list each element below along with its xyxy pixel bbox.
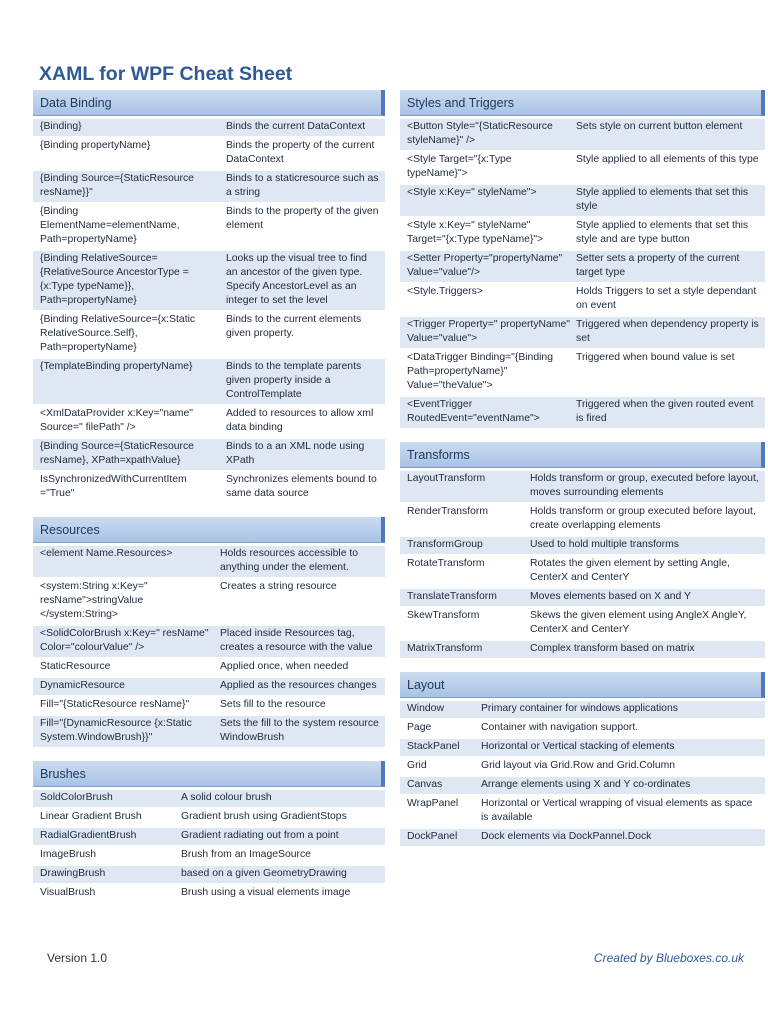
table-row xyxy=(33,885,385,904)
row-description: Holds Triggers to set a style dependant on event xyxy=(576,286,757,311)
table-row xyxy=(33,716,385,749)
table-row xyxy=(400,641,765,660)
table-row xyxy=(33,809,385,828)
credit-label: Created by Blueboxes.co.uk xyxy=(593,951,744,965)
row-term: IsSynchronizedWithCurrentItem ="True" xyxy=(40,474,187,499)
brushes-header: Brushes xyxy=(33,761,385,787)
table-row xyxy=(33,119,385,138)
row-term: SkewTransform xyxy=(407,610,480,621)
row-term: <XmlDataProvider x:Key="name" Source=" filePath" /> xyxy=(40,408,193,433)
row-term: StackPanel xyxy=(407,741,460,752)
table-row xyxy=(400,758,765,777)
table-row xyxy=(33,678,385,697)
table-row xyxy=(33,828,385,847)
row-term: RotateTransform xyxy=(407,558,485,569)
row-description: Container with navigation support. xyxy=(481,722,639,733)
table-row xyxy=(400,608,765,641)
table-row xyxy=(33,866,385,885)
row-description: Complex transform based on matrix xyxy=(530,643,695,654)
row-term: StaticResource xyxy=(40,661,111,672)
table-row xyxy=(33,204,385,251)
row-term: RadialGradientBrush xyxy=(40,830,137,841)
resources-section xyxy=(33,517,385,749)
table-row xyxy=(33,697,385,716)
row-description: Binds the property of the current DataContext xyxy=(226,140,375,165)
row-term: <Style x:Key=" styleName" Target="{x:Type typeName}"> xyxy=(407,220,544,245)
brushes-section xyxy=(33,761,385,904)
table-row xyxy=(400,251,765,284)
row-term: <element Name.Resources> xyxy=(40,548,173,559)
row-term: {Binding Source={StaticResource resName}, XPath=xpathValue} xyxy=(40,441,194,466)
row-description: based on a given GeometryDrawing xyxy=(181,868,347,879)
row-term: <SolidColorBrush x:Key=" resName" Color="colourValue" /> xyxy=(40,628,209,653)
row-description: Binds the current DataContext xyxy=(226,121,366,132)
row-description: Brush using a visual elements image xyxy=(181,887,351,898)
row-description: Grid layout via Grid.Row and Grid.Column xyxy=(481,760,676,771)
table-row xyxy=(33,579,385,626)
row-description: Placed inside Resources tag, creates a resource with the value xyxy=(220,628,373,653)
resources-table xyxy=(33,546,385,749)
row-description: Applied once, when needed xyxy=(220,661,349,672)
table-row xyxy=(400,284,765,317)
table-row xyxy=(400,471,765,504)
row-description: Style applied to all elements of this type xyxy=(576,154,759,165)
row-description: Binds to a an XML node using XPath xyxy=(226,441,365,466)
row-term: <Button Style="{StaticResource styleName}" /> xyxy=(407,121,553,146)
row-description: Holds transform or group, executed before layout, moves surrounding elements xyxy=(530,473,759,498)
row-term: Linear Gradient Brush xyxy=(40,811,142,822)
styles-and-triggers-table xyxy=(400,119,765,430)
table-row xyxy=(400,350,765,397)
row-description: Triggered when bound value is set xyxy=(576,352,735,363)
version-label: Version 1.0 xyxy=(47,951,108,965)
row-term: Canvas xyxy=(407,779,443,790)
row-description: Binds to the current elements given property. xyxy=(226,314,362,339)
row-term: SoldColorBrush xyxy=(40,792,113,803)
row-description: Binds to the property of the given element xyxy=(226,206,379,231)
row-term: {Binding} xyxy=(40,121,82,132)
row-description: Looks up the visual tree to find an ancestor of the given type. Specify AncestorLevel as an integer to set the level xyxy=(226,253,367,306)
row-term: MatrixTransform xyxy=(407,643,483,654)
brushes-table xyxy=(33,790,385,904)
table-row xyxy=(33,546,385,579)
row-description: Used to hold multiple transforms xyxy=(530,539,679,550)
table-row xyxy=(400,796,765,829)
table-row xyxy=(33,171,385,204)
row-term: TransformGroup xyxy=(407,539,483,550)
table-row xyxy=(33,472,385,505)
row-description: Triggered when dependency property is set xyxy=(576,319,759,344)
row-term: <Setter Property="propertyName" Value="value"/> xyxy=(407,253,563,278)
row-term: {Binding RelativeSource={RelativeSource AncestorType ={x:Type typeName}}, Path=propertyName} xyxy=(40,253,189,306)
row-term: WrapPanel xyxy=(407,798,459,809)
row-term: Page xyxy=(407,722,432,733)
row-term: {Binding propertyName} xyxy=(40,140,151,151)
row-description: Applied as the resources changes xyxy=(220,680,377,691)
row-term: Fill="{DynamicResource {x:Static System.WindowBrush}}" xyxy=(40,718,192,743)
table-row xyxy=(400,739,765,758)
row-term: <Style.Triggers> xyxy=(407,286,483,297)
row-description: Primary container for windows applications xyxy=(481,703,678,714)
transforms-header: Transforms xyxy=(400,442,765,468)
table-row xyxy=(33,790,385,809)
right-column xyxy=(400,90,765,860)
table-row xyxy=(33,312,385,359)
row-term: {Binding Source={StaticResource resName}}" xyxy=(40,173,194,198)
row-term: <Style x:Key=" styleName"> xyxy=(407,187,537,198)
table-row xyxy=(33,847,385,866)
row-term: <DataTrigger Binding="{Binding Path=propertyName}" Value="theValue"> xyxy=(407,352,553,391)
transforms-section xyxy=(400,442,765,660)
table-row xyxy=(400,720,765,739)
row-term: DynamicResource xyxy=(40,680,125,691)
row-term: Fill="{StaticResource resName}" xyxy=(40,699,190,710)
row-description: Holds transform or group executed before layout, create overlapping elements xyxy=(530,506,756,531)
row-description: Binds to a staticresource such as a string xyxy=(226,173,379,198)
row-term: RenderTransform xyxy=(407,506,489,517)
row-term: {Binding ElementName=elementName, Path=propertyName} xyxy=(40,206,180,245)
layout-section xyxy=(400,672,765,848)
row-term: LayoutTransform xyxy=(407,473,486,484)
row-description: Style applied to elements that set this style and are type button xyxy=(576,220,749,245)
layout-header: Layout xyxy=(400,672,765,698)
row-description: Sets the fill to the system resource WindowBrush xyxy=(220,718,379,743)
table-row xyxy=(33,439,385,472)
table-row xyxy=(33,138,385,171)
row-term: <Style Target="{x:Type typeName}"> xyxy=(407,154,512,179)
table-row xyxy=(400,218,765,251)
data-binding-table xyxy=(33,119,385,505)
table-row xyxy=(400,317,765,350)
table-row xyxy=(400,504,765,537)
row-description: Sets fill to the resource xyxy=(220,699,326,710)
row-description: Arrange elements using X and Y co-ordinates xyxy=(481,779,691,790)
table-row xyxy=(400,119,765,152)
row-description: A solid colour brush xyxy=(181,792,272,803)
table-row xyxy=(400,185,765,218)
table-row xyxy=(33,659,385,678)
row-description: Brush from an ImageSource xyxy=(181,849,311,860)
row-term: VisualBrush xyxy=(40,887,96,898)
row-term: <Trigger Property=" propertyName" Value="value"> xyxy=(407,319,570,344)
table-row xyxy=(400,397,765,430)
table-row xyxy=(400,556,765,589)
data-binding-header: Data Binding xyxy=(33,90,385,116)
table-row xyxy=(33,626,385,659)
row-description: Horizontal or Vertical stacking of elements xyxy=(481,741,675,752)
table-row xyxy=(400,152,765,185)
transforms-table xyxy=(400,471,765,660)
row-description: Dock elements via DockPannel.Dock xyxy=(481,831,652,842)
row-description: Binds to the template parents given property inside a ControlTemplate xyxy=(226,361,362,400)
table-row xyxy=(400,537,765,556)
row-description: Creates a string resource xyxy=(220,581,337,592)
row-description: Horizontal or Vertical wrapping of visual elements as space is available xyxy=(481,798,753,823)
table-row xyxy=(400,589,765,608)
page-title: XAML for WPF Cheat Sheet xyxy=(39,63,293,85)
row-description: Gradient brush using GradientStops xyxy=(181,811,347,822)
row-description: Sets style on current button element xyxy=(576,121,743,132)
row-term: {Binding RelativeSource={x:Static RelativeSource.Self}, Path=propertyName} xyxy=(40,314,196,353)
row-term: DockPanel xyxy=(407,831,458,842)
row-description: Setter sets a property of the current target type xyxy=(576,253,740,278)
row-term: ImageBrush xyxy=(40,849,97,860)
styles-and-triggers-header: Styles and Triggers xyxy=(400,90,765,116)
row-description: Added to resources to allow xml data binding xyxy=(226,408,374,433)
layout-table xyxy=(400,701,765,848)
row-description: Triggered when the given routed event is fired xyxy=(576,399,754,424)
row-term: DrawingBrush xyxy=(40,868,106,879)
row-description: Style applied to elements that set this style xyxy=(576,187,749,212)
row-description: Skews the given element using AngleX AngleY, CenterX and CenterY xyxy=(530,610,747,635)
left-column xyxy=(33,90,385,916)
row-description: Gradient radiating out from a point xyxy=(181,830,339,841)
table-row xyxy=(33,251,385,312)
data-binding-section xyxy=(33,90,385,505)
row-description: Synchronizes elements bound to same data source xyxy=(226,474,377,499)
row-term: <EventTrigger RoutedEvent="eventName"> xyxy=(407,399,540,424)
row-term: Window xyxy=(407,703,444,714)
table-row xyxy=(400,777,765,796)
row-term: TranslateTransform xyxy=(407,591,497,602)
table-row xyxy=(33,406,385,439)
row-description: Rotates the given element by setting Angle, CenterX and CenterY xyxy=(530,558,730,583)
resources-header: Resources xyxy=(33,517,385,543)
row-description: Moves elements based on X and Y xyxy=(530,591,691,602)
row-term: {TemplateBinding propertyName} xyxy=(40,361,193,372)
styles-and-triggers-section xyxy=(400,90,765,430)
row-term: Grid xyxy=(407,760,427,771)
table-row xyxy=(400,829,765,848)
row-term: <system:String x:Key=" resName">stringValue </system:String> xyxy=(40,581,148,620)
row-description: Holds resources accessible to anything under the element. xyxy=(220,548,359,573)
table-row xyxy=(33,359,385,406)
table-row xyxy=(400,701,765,720)
